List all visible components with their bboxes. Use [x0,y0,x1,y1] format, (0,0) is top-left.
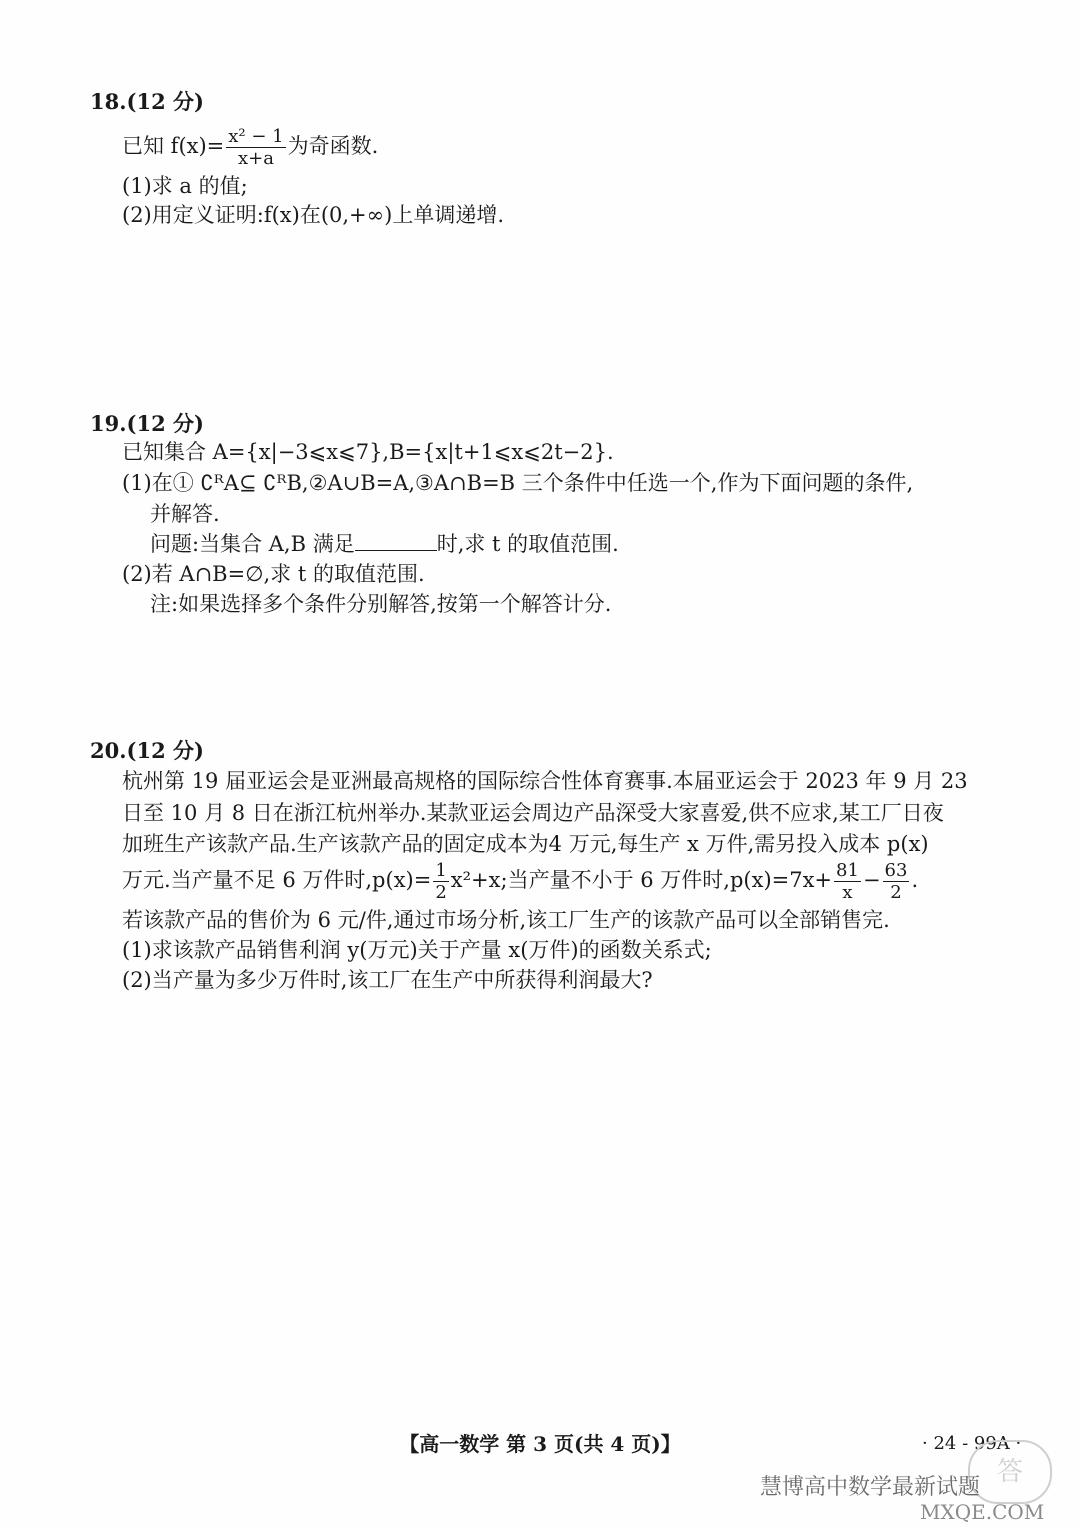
q20-line4-c: − [862,868,881,892]
q20-frac-half-den: 2 [435,881,447,903]
q20-line4-b: x²+x;当产量不小于 6 万件时,p(x)=7x+ [450,868,833,892]
q20-part2: (2)当产量为多少万件时,该工厂在生产中所获得利润最大? [122,968,653,992]
q20-line5: 若该款产品的售价为 6 元/件,通过市场分析,该工厂生产的该款产品可以全部销售完. [122,908,890,932]
q20-line4-d: . [911,868,919,892]
q18-frac-den: x+a [237,147,274,169]
q20-line4-a: 万元.当产量不足 6 万件时,p(x)= [122,868,432,892]
watermark-account: 慧博高中数学最新试题 [760,1475,981,1500]
q18-part1: (1)求 a 的值; [122,174,248,198]
q18-intro-post: 为奇函数. [287,134,379,158]
q19-note: 注:如果选择多个条件分别解答,按第一个解答计分. [150,592,612,616]
answer-blank [355,530,437,551]
q20-line4 [122,856,918,904]
q19-heading: 19.(12 分) [90,411,204,436]
q20-frac-81x-num: 81 [836,859,859,881]
q20-heading: 20.(12 分) [90,738,204,763]
paper-code: · 24 - 99A · [922,1433,1022,1454]
q20-frac-81x [834,859,861,903]
q19-line1: 已知集合 A={x|−3⩽x⩽7},B={x|t+1⩽x⩽2t−2}. [122,440,614,464]
page-footer: 【高一数学 第 3 页(共 4 页)】 [399,1432,681,1456]
q19-line4-post: 时,求 t 的取值范围. [436,532,619,556]
q19-line2: (1)在① ∁ᴿA⊆ ∁ᴿB,②A∪B=A,③A∩B=B 三个条件中任选一个,作为下面问题的条件, [122,471,914,495]
q20-frac-63-2-num: 63 [884,859,908,881]
q20-frac-81x-den: x [842,881,853,903]
q20-line3: 加班生产该款产品.生产该款产品的固定成本为4 万元,每生产 x 万件,需另投入成本 p(x) [122,832,929,856]
q20-frac-63-2-den: 2 [890,881,902,903]
q18-frac-num: x² − 1 [228,125,284,147]
q19-line5: (2)若 A∩B=∅,求 t 的取值范围. [122,562,425,586]
q19-line4-pre: 问题:当集合 A,B 满足 [150,532,355,556]
q18-intro-pre: 已知 f(x)= [122,134,225,158]
q18-part2: (2)用定义证明:f(x)在(0,+∞)上单调递增. [122,203,505,227]
watermark-site: MXQE.COM [920,1500,1045,1524]
q20-frac-half [433,859,448,903]
q18-fraction [226,125,285,169]
q18-heading: 18.(12 分) [90,89,204,114]
q19-line4 [150,530,619,558]
watermark-logo-icon: 答 [968,1440,1052,1504]
q20-line2: 日至 10 月 8 日在浙江杭州举办.某款亚运会周边产品深受大家喜爱,供不应求,某工厂日夜 [122,801,944,825]
q20-part1: (1)求该款产品销售利润 y(万元)关于产量 x(万件)的函数关系式; [122,938,712,962]
q18-intro [122,124,378,168]
q20-line1: 杭州第 19 届亚运会是亚洲最高规格的国际综合性体育赛事.本届亚运会于 2023 年 9 月 23 [122,769,968,793]
q19-line3: 并解答. [150,502,220,526]
q20-frac-half-num: 1 [435,859,447,881]
q20-frac-63-2 [883,859,910,903]
